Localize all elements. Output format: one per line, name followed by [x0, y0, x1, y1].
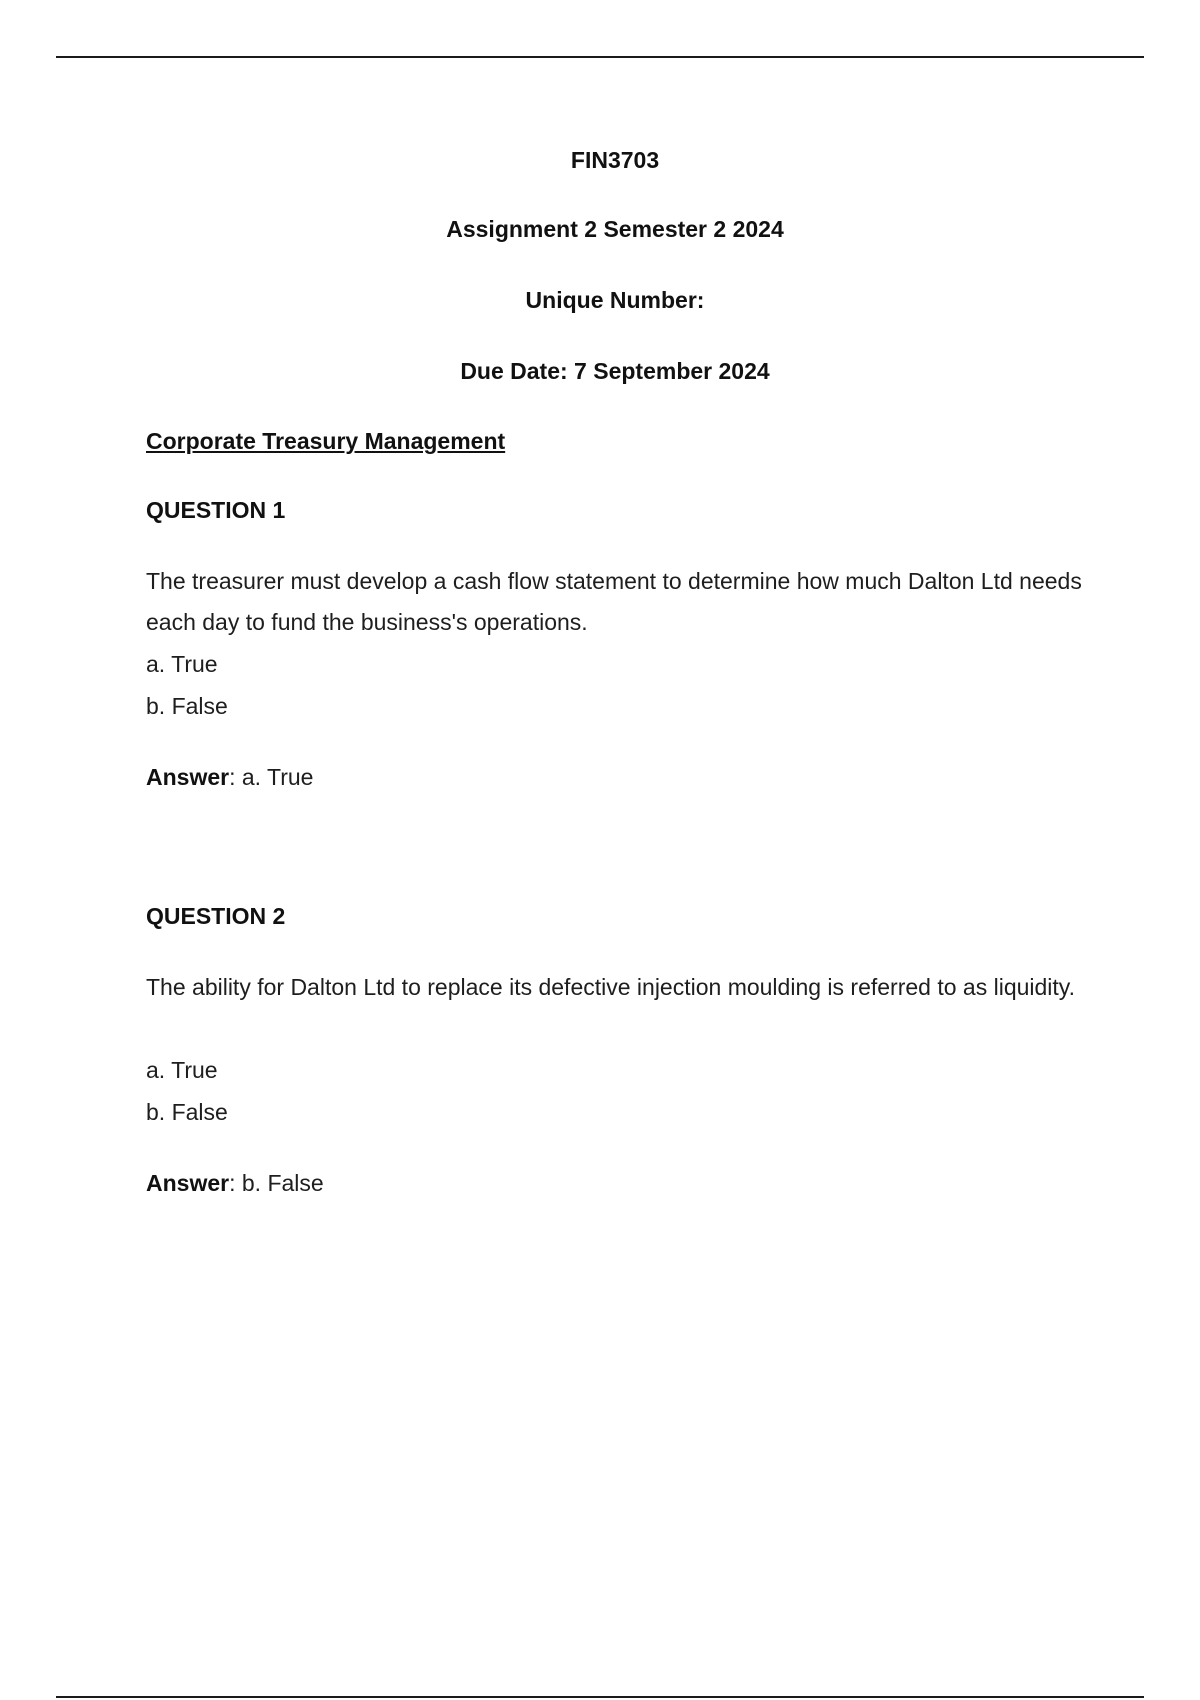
course-code: FIN3703 [570, 147, 660, 173]
question-1-option-a: a. True [146, 651, 218, 677]
question-1-heading: QUESTION 1 [146, 497, 286, 523]
question-2-text: The ability for Dalton Ltd to replace its defective injection moulding is referred to as liquidity. [146, 974, 1075, 1000]
question-1-option-b: b. False [146, 693, 228, 719]
section-title: Corporate Treasury Management [146, 428, 506, 454]
question-1-answer [146, 764, 313, 791]
unique-number: Unique Number: [525, 287, 705, 313]
question-1-text: The treasurer must develop a cash flow statement to determine how much Dalton Ltd needs each day to fund the business's operations. [146, 568, 1082, 635]
assignment-title: Assignment 2 Semester 2 2024 [446, 216, 784, 242]
due-date: Due Date: 7 September 2024 [460, 358, 770, 384]
question-2-option-b: b. False [146, 1099, 228, 1125]
question-2-answer [146, 1170, 324, 1197]
question-2-heading: QUESTION 2 [146, 903, 286, 929]
bottom-divider [56, 1696, 1144, 1698]
answer-value: : b. False [229, 1170, 324, 1196]
top-divider [56, 56, 1144, 58]
answer-value: : a. True [229, 764, 314, 790]
answer-label: Answer [146, 1170, 230, 1196]
answer-label: Answer [146, 764, 230, 790]
question-2-option-a: a. True [146, 1057, 218, 1083]
